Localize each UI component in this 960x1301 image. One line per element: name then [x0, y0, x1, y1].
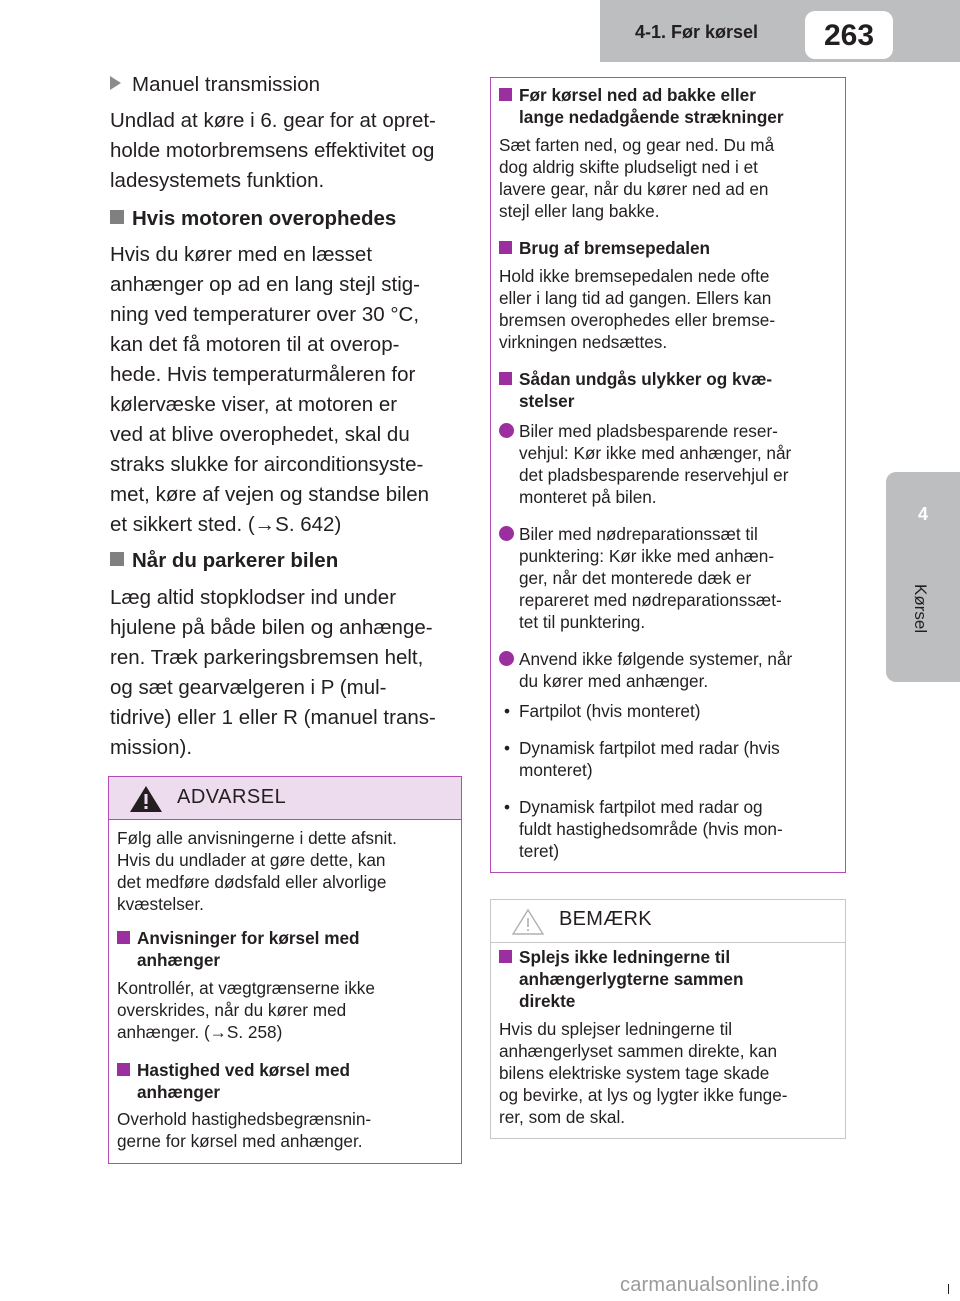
text-line: tidrive) eller 1 eller R (manuel trans- — [110, 706, 436, 729]
dash-cruise-control — [499, 700, 855, 722]
note-title: BEMÆRK — [559, 908, 652, 930]
square-bullet-icon — [117, 1063, 130, 1076]
square-bullet-icon — [499, 950, 512, 963]
notice-triangle-icon — [511, 908, 545, 936]
text-line: Hvis du kører med en læsset — [110, 243, 373, 266]
watermark: carmanualsonline.info — [620, 1274, 819, 1296]
text-line: Hastighed ved kørsel med — [137, 1060, 351, 1080]
text-line: direkte — [519, 991, 576, 1011]
text-line: anhængerlygterne sammen — [519, 969, 744, 989]
text-line: Biler med nødreparationssæt til — [519, 524, 758, 544]
text-line: Anvend ikke følgende systemer, når — [519, 649, 793, 669]
text-line: ger, når det monterede dæk er — [519, 568, 752, 588]
warning-triangle-icon — [129, 785, 163, 813]
text-line: Sæt farten ned, og gear ned. Du må — [499, 135, 775, 155]
text-line: stelser — [519, 391, 575, 411]
text-line: bilens elektriske system tage skade — [499, 1063, 770, 1083]
warning-title: ADVARSEL — [177, 786, 287, 808]
warning-heading-speed — [117, 1059, 457, 1103]
text-line: lavere gear, når du kører ned ad en — [499, 179, 769, 199]
note-box — [490, 899, 846, 1139]
text-line: anhænger — [137, 1082, 221, 1102]
dash-full-speed-radar — [499, 796, 855, 862]
square-bullet-icon — [110, 552, 124, 566]
text-line: Før kørsel ned ad bakke eller — [519, 85, 756, 105]
text-line: overskrides, når du kører med — [117, 1000, 347, 1020]
text-line: du kører med anhænger. — [519, 671, 709, 691]
text-line: Splejs ikke ledningerne til — [519, 947, 731, 967]
text-line: Følg alle anvisningerne i dette afsnit. — [117, 828, 397, 848]
bullet-spare-wheel — [499, 420, 855, 508]
warning-text-speed — [117, 1108, 457, 1152]
warning-box — [108, 776, 462, 1164]
text-line: mission). — [110, 736, 193, 759]
text-line: ning ved temperaturer over 30 °C, — [110, 303, 420, 326]
text-line: Sådan undgås ulykker og kvæ- — [519, 369, 773, 389]
bullet-repair-kit — [499, 523, 855, 633]
text-line: straks slukke for airconditionsyste- — [110, 453, 424, 476]
dash-radar-cruise — [499, 737, 855, 781]
text-line: met, køre af vejen og standse bilen — [110, 483, 430, 506]
paragraph-overheat — [110, 240, 462, 540]
text-line: gerne for kørsel med anhænger. — [117, 1131, 363, 1151]
text-line: Dynamisk fartpilot med radar (hvis — [519, 738, 780, 758]
text-line: tet til punktering. — [519, 612, 646, 632]
text-line: anhænger — [137, 950, 221, 970]
warning-heading-trailer — [117, 927, 457, 971]
caution-box — [490, 77, 846, 873]
text-line: holde motorbremsens effektivitet og — [110, 139, 435, 162]
chapter-tab — [886, 472, 960, 682]
chapter-number: 4 — [917, 504, 928, 524]
text-line: Brug af bremsepedalen — [519, 238, 711, 258]
text-line: monteret på bilen. — [519, 487, 657, 507]
bullet-systems — [499, 648, 855, 692]
text-line: hede. Hvis temperaturmåleren for — [110, 363, 416, 386]
text-line: ren. Træk parkeringsbremsen helt, — [110, 646, 424, 669]
section-title: 4-1. Før kørsel — [635, 22, 759, 42]
text-line: Hvis du splejser ledningerne til — [499, 1019, 733, 1039]
heading-downhill — [499, 84, 855, 128]
text-line: Hvis du undlader at gøre dette, kan — [117, 850, 386, 870]
text-line: monteret) — [519, 760, 593, 780]
square-bullet-icon — [110, 210, 124, 224]
text-line: det medføre dødsfald eller alvorlige — [117, 872, 387, 892]
text-line: kan det få motoren til at overop- — [110, 333, 400, 356]
text-line: teret) — [519, 841, 560, 861]
square-bullet-icon — [499, 88, 512, 101]
crop-mark — [948, 1284, 949, 1294]
text-line: Fartpilot (hvis monteret) — [519, 701, 701, 721]
text-line: og bevirke, at lys og lygter ikke funge- — [499, 1085, 788, 1105]
note-heading-wiring — [499, 946, 855, 1012]
round-bullet-icon — [499, 423, 514, 438]
text-line: eller i lang tid ad gangen. Ellers kan — [499, 288, 772, 308]
text-line: Læg altid stopklodser ind under — [110, 586, 397, 609]
heading-text: Hvis motoren overophedes — [132, 207, 397, 230]
text-line: virkningen nedsættes. — [499, 332, 668, 352]
page-number: 263 — [805, 11, 893, 59]
paragraph-parking — [110, 583, 462, 763]
page-header — [600, 0, 960, 62]
round-bullet-icon — [499, 651, 514, 666]
paragraph-manual-gear — [110, 106, 462, 196]
square-bullet-icon — [499, 241, 512, 254]
text-line: Kontrollér, at vægtgrænserne ikke — [117, 978, 375, 998]
text-line: anhænger. (→S. 258) — [117, 1022, 283, 1042]
square-bullet-icon — [499, 372, 512, 385]
note-text-wiring — [499, 1018, 841, 1128]
square-bullet-icon — [117, 931, 130, 944]
text-line: ved at blive overophedet, skal du — [110, 423, 410, 446]
text-line: anhænger op ad en lang stejl stig- — [110, 273, 420, 296]
text-line: fuldt hastighedsområde (hvis mon- — [519, 819, 783, 839]
note-header — [491, 900, 845, 943]
warning-intro — [117, 827, 457, 915]
heading-text: Når du parkerer bilen — [132, 549, 339, 572]
text-line: kølervæske viser, at motoren er — [110, 393, 398, 416]
text-line: et sikkert sted. (→S. 642) — [110, 513, 342, 536]
text-line: stejl eller lang bakke. — [499, 201, 660, 221]
text-line: dog aldrig skifte pludseligt ned i et — [499, 157, 758, 177]
text-line: bremsen overophedes eller bremse- — [499, 310, 776, 330]
warning-text-trailer — [117, 977, 457, 1043]
text-line: Anvisninger for kørsel med — [137, 928, 360, 948]
text-line: vehjul: Kør ikke med anhænger, når — [519, 443, 792, 463]
dash-bullet: • — [504, 738, 511, 758]
text-line: ladesystemets funktion. — [110, 169, 325, 192]
text-line: hjulene på både bilen og anhænge- — [110, 616, 433, 639]
dash-bullet: • — [504, 797, 511, 817]
text-brake-pedal — [499, 265, 839, 353]
text-line: Hold ikke bremsepedalen nede ofte — [499, 266, 770, 286]
text-line: Dynamisk fartpilot med radar og — [519, 797, 763, 817]
heading-overheat — [110, 205, 396, 233]
heading-accidents — [499, 368, 855, 412]
text-line: og sæt gearvælgeren i P (mul- — [110, 676, 387, 699]
arrow-item-label: Manuel transmission — [132, 73, 320, 96]
text-line: Overhold hastighedsbegrænsnin- — [117, 1109, 372, 1129]
triangle-bullet-icon — [110, 76, 121, 90]
text-line: kvæstelser. — [117, 894, 204, 914]
text-line: Undlad at køre i 6. gear for at opret- — [110, 109, 436, 132]
text-downhill — [499, 134, 839, 222]
text-line: anhængerlyset sammen direkte, kan — [499, 1041, 778, 1061]
round-bullet-icon — [499, 526, 514, 541]
text-line: repareret med nødreparationssæt- — [519, 590, 782, 610]
text-line: det pladsbesparende reservehjul er — [519, 465, 789, 485]
dash-bullet: • — [504, 701, 511, 721]
warning-header — [109, 777, 461, 820]
chapter-label: Kørsel — [911, 584, 930, 634]
subsection-manual-transmission — [110, 71, 320, 99]
text-line: rer, som de skal. — [499, 1107, 626, 1127]
heading-parking — [110, 547, 338, 575]
text-line: Biler med pladsbesparende reser- — [519, 421, 778, 441]
text-line: lange nedadgående strækninger — [519, 107, 784, 127]
heading-brake-pedal — [499, 237, 855, 259]
text-line: punktering: Kør ikke med anhæn- — [519, 546, 775, 566]
